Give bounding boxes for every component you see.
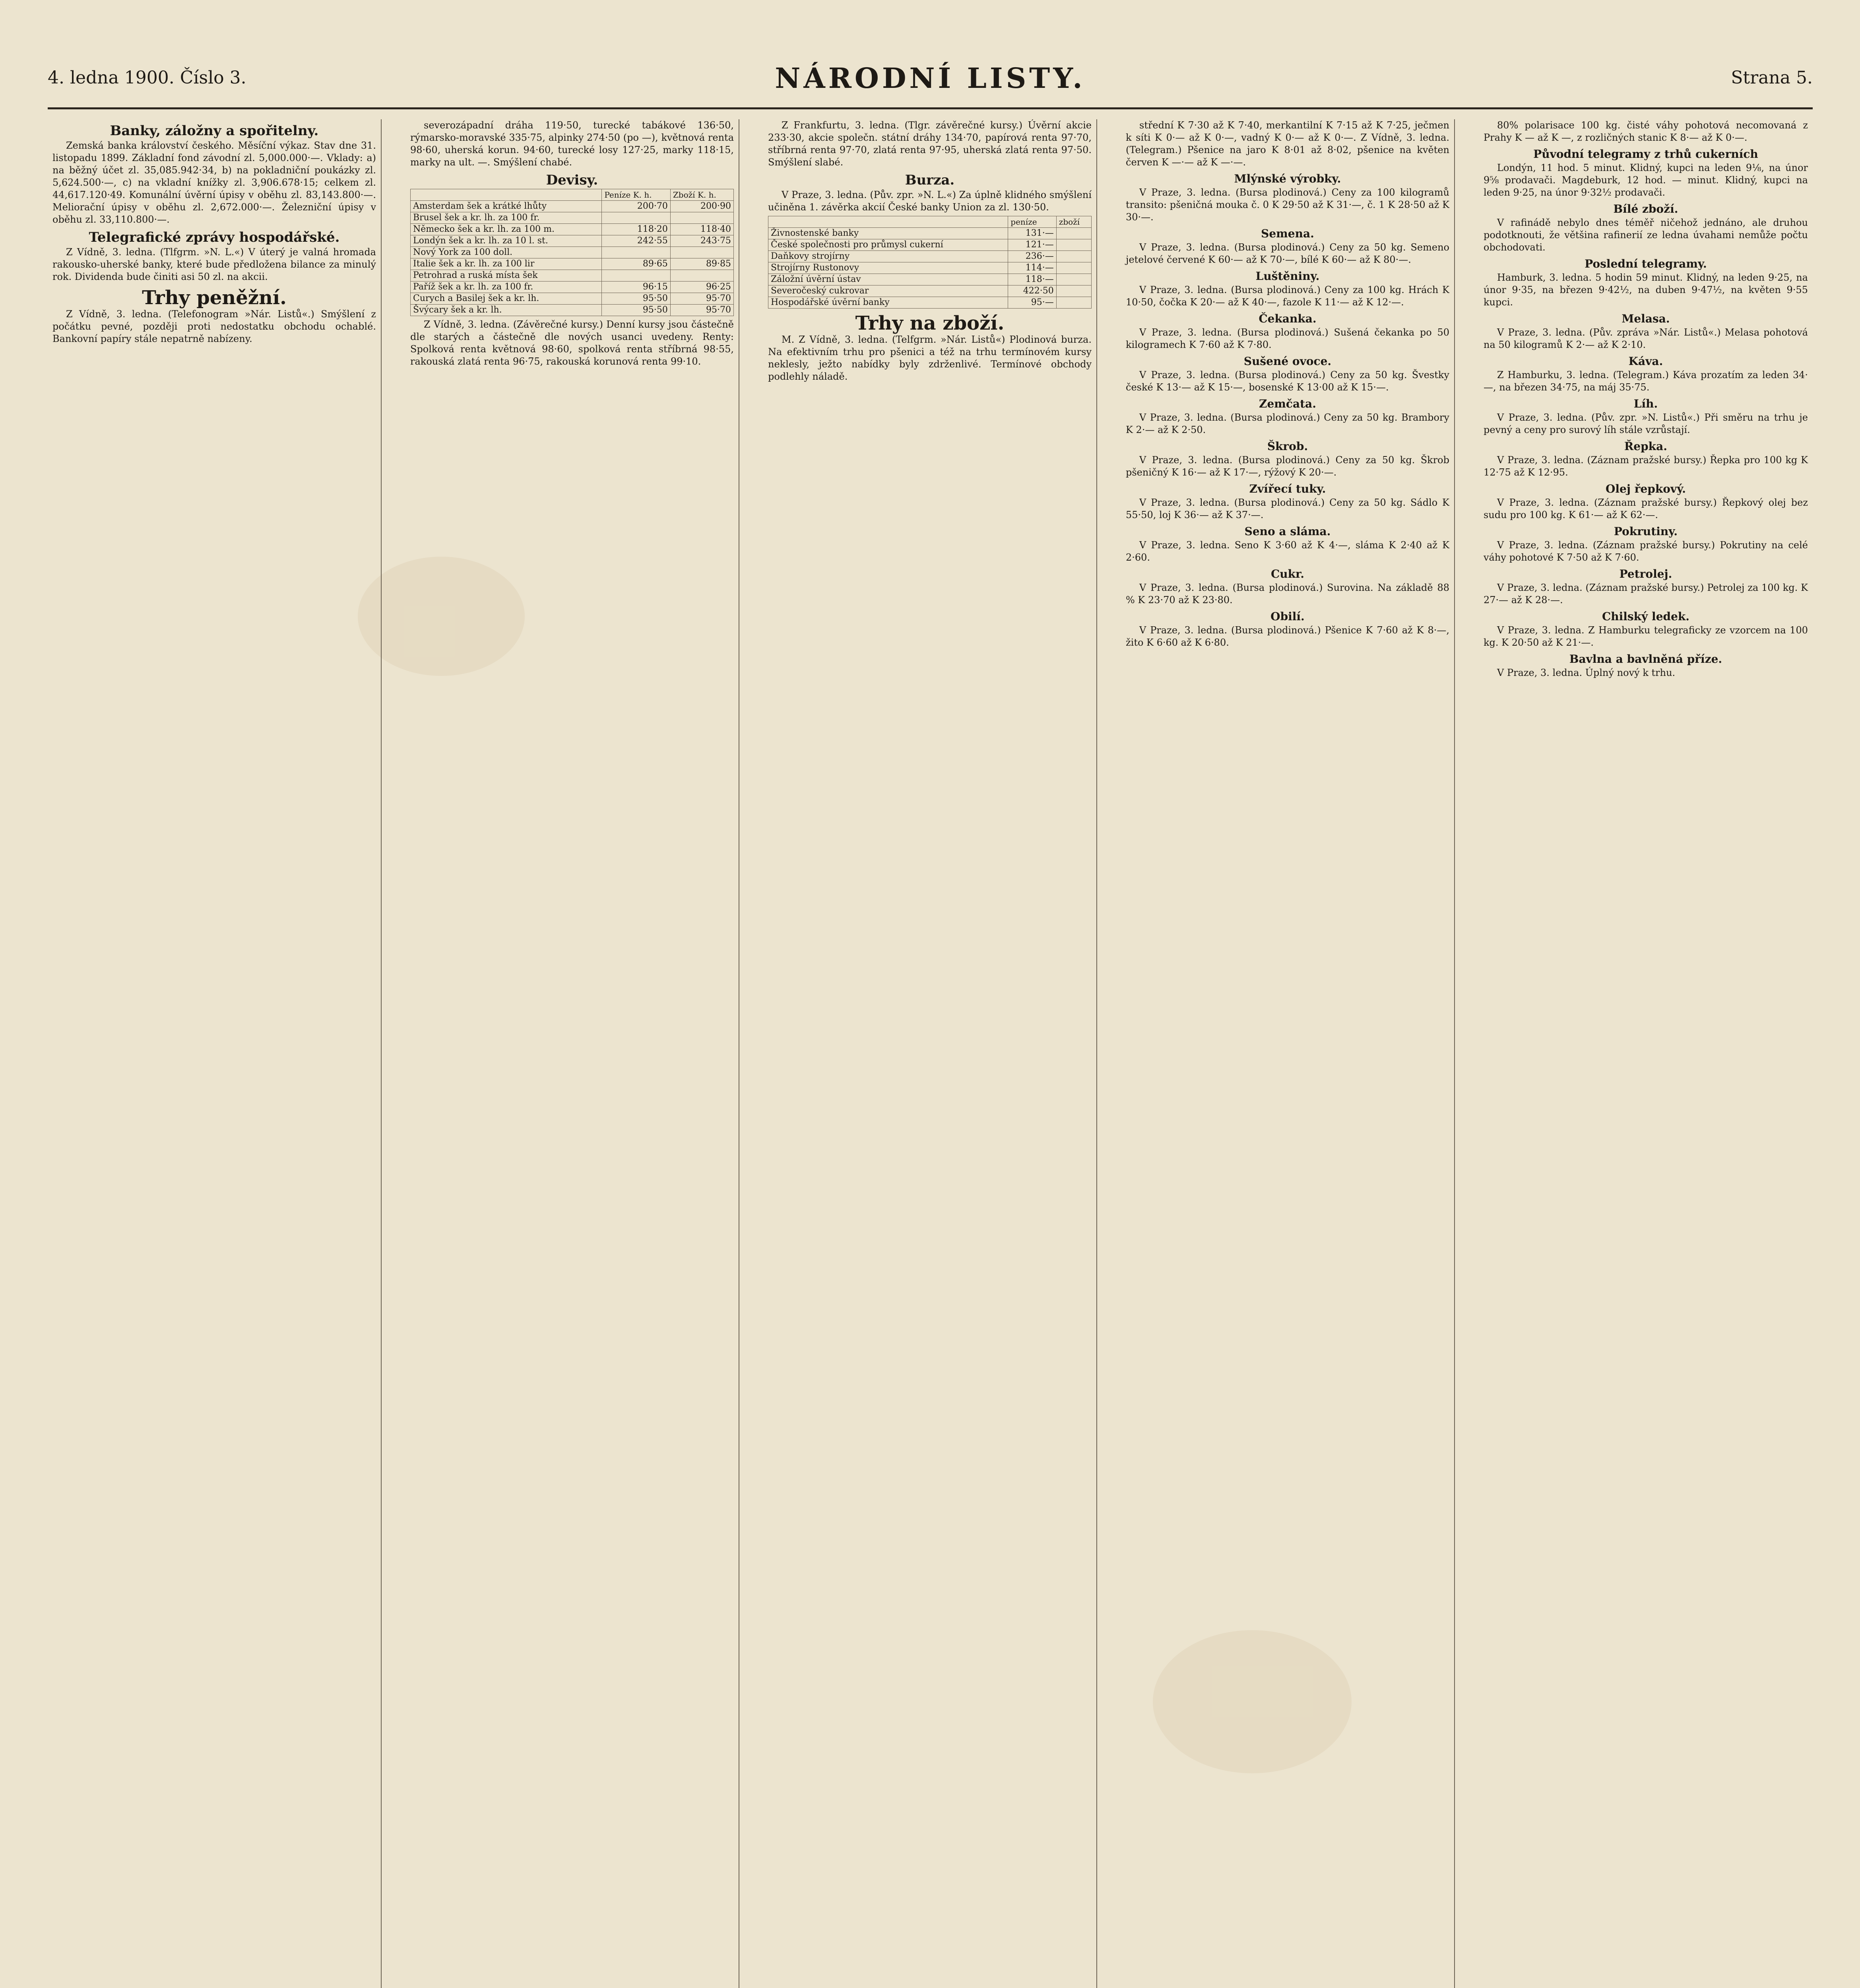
column-2: [405, 119, 739, 1988]
column-text: 80% polarisace 100 kg. čisté váhy pohotová necomovaná z Prahy K — až K —, z rozličných stanic K 8·— až K 0·—.: [1484, 120, 1808, 143]
table-header: peníze: [1008, 216, 1056, 228]
section-title: Bílé zboží.: [1613, 202, 1678, 215]
section-title: Káva.: [1628, 355, 1663, 368]
section-text: V Praze, 3. ledna. (Bursa plodinová.) Ceny za 50 kg. Brambory K 2·— až K 2·50.: [1126, 412, 1449, 435]
trhy-text: M. Z Vídně, 3. ledna. (Telfgrm. »Nár. Listů«) Plodinová burza. Na efektivním trhu pro pšenici a též na trhu termínovém kursy neklesly, ježto nabídky byly zdrženlivé. Termínové obchody podlehly náladě.: [768, 334, 1092, 382]
newspaper-title: NÁRODNÍ LISTY.: [775, 62, 1086, 95]
cell: [1056, 262, 1091, 274]
section-title: Mlýnské výrobky.: [1234, 172, 1341, 185]
section-text: V Praze, 3. ledna. (Záznam pražské bursy.) Petrolej za 100 kg. K 27·— až K 28·—.: [1484, 582, 1808, 606]
table-header: [768, 216, 1008, 228]
akcie-table: [768, 216, 1092, 309]
cell: 118·40: [670, 224, 733, 235]
section-title: Původní telegramy z trhů cukerních: [1533, 148, 1758, 161]
cell: [602, 212, 671, 224]
cell: 118·20: [602, 224, 671, 235]
burza-title: Burza.: [905, 172, 955, 188]
table-row: [411, 235, 734, 247]
section-text: Z Vídně, 3. ledna. (Tlfgrm. »N. L.«) V úterý je valná hromada rakousko-uherské banky, které bude předložena bilance za minulý rok. Dividenda bude činiti asi 50 zl. na akcii.: [52, 247, 376, 282]
section-text: V Praze, 3. ledna. Seno K 3·60 až K 4·—, sláma K 2·40 až K 2·60.: [1126, 540, 1449, 563]
cell: 95·—: [1008, 297, 1056, 309]
section-title: Bavlna a bavlněná příze.: [1569, 652, 1722, 666]
cell: 200·90: [670, 201, 733, 212]
cell: [1056, 228, 1091, 239]
cell: 95·70: [670, 305, 733, 316]
cell: České společnosti pro průmysl cukerní: [768, 239, 1008, 251]
section-text: V Praze, 3. ledna. (Záznam pražské bursy.) Pokrutiny na celé váhy pohotové K 7·50 až K 7·60.: [1484, 540, 1808, 563]
section-text: Z Hamburku, 3. ledna. (Telegram.) Káva prozatím za leden 34·—, na březen 34·75, na máj 35·75.: [1484, 369, 1808, 393]
column-4: [1121, 119, 1455, 1988]
cell: [1056, 239, 1091, 251]
section-text: V Praze, 3. ledna. (Pův. zpr. »N. Listů«.) Při směru na trhu je pevný a ceny pro surový líh stále vzrůstají.: [1484, 412, 1808, 435]
section-title: Poslední telegramy.: [1585, 257, 1707, 270]
section-text: V Praze, 3. ledna. (Bursa plodinová.) Ceny za 100 kg. Hrách K 10·50, čočka K 20·— až K 40·—, fazole K 11·— až K 12·—.: [1126, 284, 1449, 308]
section-title: Semena.: [1261, 227, 1314, 240]
section-title: Škrob.: [1267, 440, 1308, 453]
section-text: V Praze, 3. ledna. (Bursa plodinová.) Ceny za 50 kg. Sádlo K 55·50, loj K 36·— až K 37·—.: [1126, 497, 1449, 520]
devisy-title: Devisy.: [546, 172, 598, 188]
table-row: [411, 224, 734, 235]
cell: Strojírny Rustonovy: [768, 262, 1008, 274]
table-row: [768, 297, 1092, 309]
table-header: Peníze K. h.: [602, 189, 671, 201]
cell: 114·—: [1008, 262, 1056, 274]
cell: Nový York za 100 doll.: [411, 247, 602, 258]
cell: Záložní úvěrní ústav: [768, 274, 1008, 285]
table-row: [411, 247, 734, 258]
section-title: Trhy peněžní.: [142, 287, 287, 309]
section-text: V Praze, 3. ledna. (Bursa plodinová.) Ceny za 50 kg. Švestky české K 13·— až K 15·—, bosenské K 13·00 až K 15·—.: [1126, 369, 1449, 393]
cell: Petrohrad a ruská místa šek: [411, 270, 602, 282]
table-row: [411, 270, 734, 282]
cell: [1056, 251, 1091, 262]
section-title: Pokrutiny.: [1614, 525, 1678, 538]
table-header: [411, 189, 602, 201]
cell: [670, 212, 733, 224]
cell: 95·50: [602, 305, 671, 316]
cell: Amsterdam šek a krátké lhůty: [411, 201, 602, 212]
cell: 89·65: [602, 258, 671, 270]
cell: 242·55: [602, 235, 671, 247]
trhy-title: Trhy na zboží.: [855, 312, 1005, 334]
burza-intro: V Praze, 3. ledna. (Pův. zpr. »N. L.«) Za úplně klidného smýšlení učiněna 1. závěrka akcií České banky Union za zl. 130·50.: [768, 189, 1092, 213]
table-row: [768, 262, 1092, 274]
section-title: Telegrafické zprávy hospodářské.: [89, 229, 340, 245]
table-header: zboží: [1056, 216, 1091, 228]
devisy-table: [410, 189, 734, 316]
cell: 200·70: [602, 201, 671, 212]
section-title: Melasa.: [1621, 312, 1670, 325]
cell: Curych a Basilej šek a kr. lh.: [411, 293, 602, 305]
cell: 89·85: [670, 258, 733, 270]
column-5: [1479, 119, 1813, 1988]
cell: Paříž šek a kr. lh. za 100 fr.: [411, 282, 602, 293]
section-title: Řepka.: [1624, 440, 1667, 453]
cell: [602, 247, 671, 258]
page-number: Strana 5.: [1731, 68, 1813, 88]
section-text: V Praze, 3. ledna. (Záznam pražské bursy.) Řepkový olej bez sudu pro 100 kg. K 61·— až K 62·—.: [1484, 497, 1808, 520]
cell: 118·—: [1008, 274, 1056, 285]
cell: 121·—: [1008, 239, 1056, 251]
cell: [602, 270, 671, 282]
cell: [670, 270, 733, 282]
cell: Daňkovy strojírny: [768, 251, 1008, 262]
column-intro: severozápadní dráha 119·50, turecké tabákové 136·50, rýmarsko-moravské 335·75, alpinky 274·50 (po —), květnová renta 98·60, uherská korun. 94·60, turecké losy 127·25, marky 118·15, marky na ult. —. Smýšlení chabé.: [410, 120, 734, 168]
section-title: Obilí.: [1270, 610, 1305, 623]
section-title: Olej řepkový.: [1605, 482, 1686, 495]
section-text: V Praze, 3. ledna. (Bursa plodinová.) Sušená čekanka po 50 kilogramech K 7·60 až K 7·80.: [1126, 327, 1449, 350]
section-text: V Praze, 3. ledna. (Bursa plodinová.) Ceny za 50 kg. Semeno jetelové červené K 60·— až K 70·—, bílé K 60·— až K 80·—.: [1126, 242, 1449, 265]
column-text: Z Vídně, 3. ledna. (Závěrečné kursy.) Denní kursy jsou částečně dle starých a částečně dle nových usanci uvedeny. Renty: Spolková renta květnová 98·60, spolková renta stříbrná 98·55, rakouská zlatá renta 96·75, rakouská korunová renta 99·10.: [410, 319, 734, 367]
section-text: V Praze, 3. ledna. (Pův. zpráva »Nár. Listů«.) Melasa pohotová na 50 kilogramů K 2·— až K 2·10.: [1484, 327, 1808, 350]
cell: Londýn šek a kr. lh. za 10 l. st.: [411, 235, 602, 247]
cell: [1056, 274, 1091, 285]
table-row: [768, 251, 1092, 262]
cell: Švýcary šek a kr. lh.: [411, 305, 602, 316]
section-text: V Praze, 3. ledna. Úplný nový k trhu.: [1497, 667, 1676, 678]
section-text: Zemská banka království českého. Měsíční výkaz. Stav dne 31. listopadu 1899. Základní fond závodní zl. 5,000.000·—. Vklady: a) na běžný účet zl. 35,085.942·34, b) na pokladniční poukázky zl. 5,624.500·—, c) na vkladní knížky zl. 3,906.678·15; celkem zl. 44,617.120·49. Komunální úvěrní úpisy v oběhu zl. 83,143.800·—. Meliorační úpisy v oběhu zl. 2,672.000·—. Železniční úpisy v oběhu zl. 33,110.800·—.: [52, 140, 376, 225]
table-row: [411, 212, 734, 224]
section-text: Hamburk, 3. ledna. 5 hodin 59 minut. Klidný, na leden 9·25, na únor 9·35, na březen 9·42½, na duben 9·47½, na květen 9·55 kupci.: [1484, 272, 1808, 308]
section-title: Chilský ledek.: [1602, 610, 1690, 623]
section-title: Čekanka.: [1259, 312, 1317, 325]
cell: 236·—: [1008, 251, 1056, 262]
table-header-row: [768, 216, 1092, 228]
table-row: [411, 201, 734, 212]
cell: 422·50: [1008, 285, 1056, 297]
cell: Severočeský cukrovar: [768, 285, 1008, 297]
section-text: Londýn, 11 hod. 5 minut. Klidný, kupci na leden 9⅛, na únor 9⅝ prodavači. Magdeburk, 12 hod. — minut. Klidný, kupci na leden 9·25, na únor 9·32½ prodavači.: [1484, 162, 1808, 198]
section-title: Seno a sláma.: [1244, 525, 1331, 538]
table-row: [411, 282, 734, 293]
section-text: V Praze, 3. ledna. (Bursa plodinová.) Surovina. Na základě 88 % K 23·70 až K 23·80.: [1126, 582, 1449, 606]
cell: Brusel šek a kr. lh. za 100 fr.: [411, 212, 602, 224]
cell: [1056, 285, 1091, 297]
section-text: V Praze, 3. ledna. (Záznam pražské bursy.) Řepka pro 100 kg K 12·75 až K 12·95.: [1484, 454, 1808, 478]
table-header-row: [411, 189, 734, 201]
table-row: [768, 228, 1092, 239]
section-title: Sušené ovoce.: [1243, 355, 1332, 368]
section-text: V Praze, 3. ledna. (Bursa plodinová.) Ceny za 100 kilogramů transito: pšeničná mouka č. 0 K 29·50 až K 31·—, č. 1 K 28·50 až K 30·—.: [1126, 187, 1449, 223]
section-title: Zemčata.: [1259, 397, 1316, 410]
section-title: Cukr.: [1271, 567, 1304, 580]
cell: [1056, 297, 1091, 309]
section-text: V rafinádě nebylo dnes téměř ničehož jednáno, ale druhou podotknouti, že většina rafinerií ze ledna úvahami nemůže počtu obchodovati.: [1484, 217, 1808, 253]
section-title: Líh.: [1633, 397, 1658, 410]
page-header: [48, 60, 1813, 109]
column-text: Z Frankfurtu, 3. ledna. (Tlgr. závěrečné kursy.) Úvěrní akcie 233·30, akcie společn. státní dráhy 134·70, papírová renta 97·70, stříbrná renta 97·70, zlatá renta 97·95, uherská zlatá renta 97·50. Smýšlení slabé.: [768, 120, 1092, 168]
cell: Živnostenské banky: [768, 228, 1008, 239]
issue-date: 4. ledna 1900. Číslo 3.: [48, 68, 246, 88]
table-row: [768, 274, 1092, 285]
cell: Německo šek a kr. lh. za 100 m.: [411, 224, 602, 235]
section-title: Luštěniny.: [1255, 270, 1320, 283]
column-1: [48, 119, 382, 1988]
section-title: Zvířecí tuky.: [1249, 482, 1326, 495]
table-row: [768, 285, 1092, 297]
section-text: Z Vídně, 3. ledna. (Telefonogram »Nár. Listů«.) Smýšlení z počátku pevné, později proti nedostatku obchodu ochablé. Bankovní papíry stále nepatrně nabízeny.: [52, 309, 376, 344]
section-title: Petrolej.: [1619, 567, 1672, 580]
cell: 95·50: [602, 293, 671, 305]
section-title: Banky, záložny a spořitelny.: [110, 123, 319, 139]
columns: [48, 119, 1813, 1988]
table-header: Zboží K. h.: [670, 189, 733, 201]
cell: Hospodářské úvěrní banky: [768, 297, 1008, 309]
section-text: V Praze, 3. ledna. (Bursa plodinová.) Ceny za 50 kg. Škrob pšeničný K 16·— až K 17·—, rýžový K 20·—.: [1126, 454, 1449, 478]
section-text: V Praze, 3. ledna. Z Hamburku telegraficky ze vzorcem na 100 kg. K 20·50 až K 21·—.: [1484, 625, 1808, 648]
cell: [670, 247, 733, 258]
column-3: [763, 119, 1097, 1988]
cell: 243·75: [670, 235, 733, 247]
cell: 95·70: [670, 293, 733, 305]
table-row: [411, 293, 734, 305]
cell: 96·15: [602, 282, 671, 293]
section-text: V Praze, 3. ledna. (Bursa plodinová.) Pšenice K 7·60 až K 8·—, žito K 6·60 až K 6·80.: [1126, 625, 1449, 648]
table-row: [411, 305, 734, 316]
table-row: [411, 258, 734, 270]
cell: Italie šek a kr. lh. za 100 lir: [411, 258, 602, 270]
cell: 96·25: [670, 282, 733, 293]
cell: 131·—: [1008, 228, 1056, 239]
column-text: střední K 7·30 až K 7·40, merkantilní K 7·15 až K 7·25, ječmen k síti K 0·— až K 0·—, vadný K 0·— až K 0·—. Z Vídně, 3. ledna. (Telegram.) Pšenice na jaro K 8·01 až 8·02, pšenice na květen červen K —·— až K —·—.: [1126, 120, 1449, 168]
table-row: [768, 239, 1092, 251]
